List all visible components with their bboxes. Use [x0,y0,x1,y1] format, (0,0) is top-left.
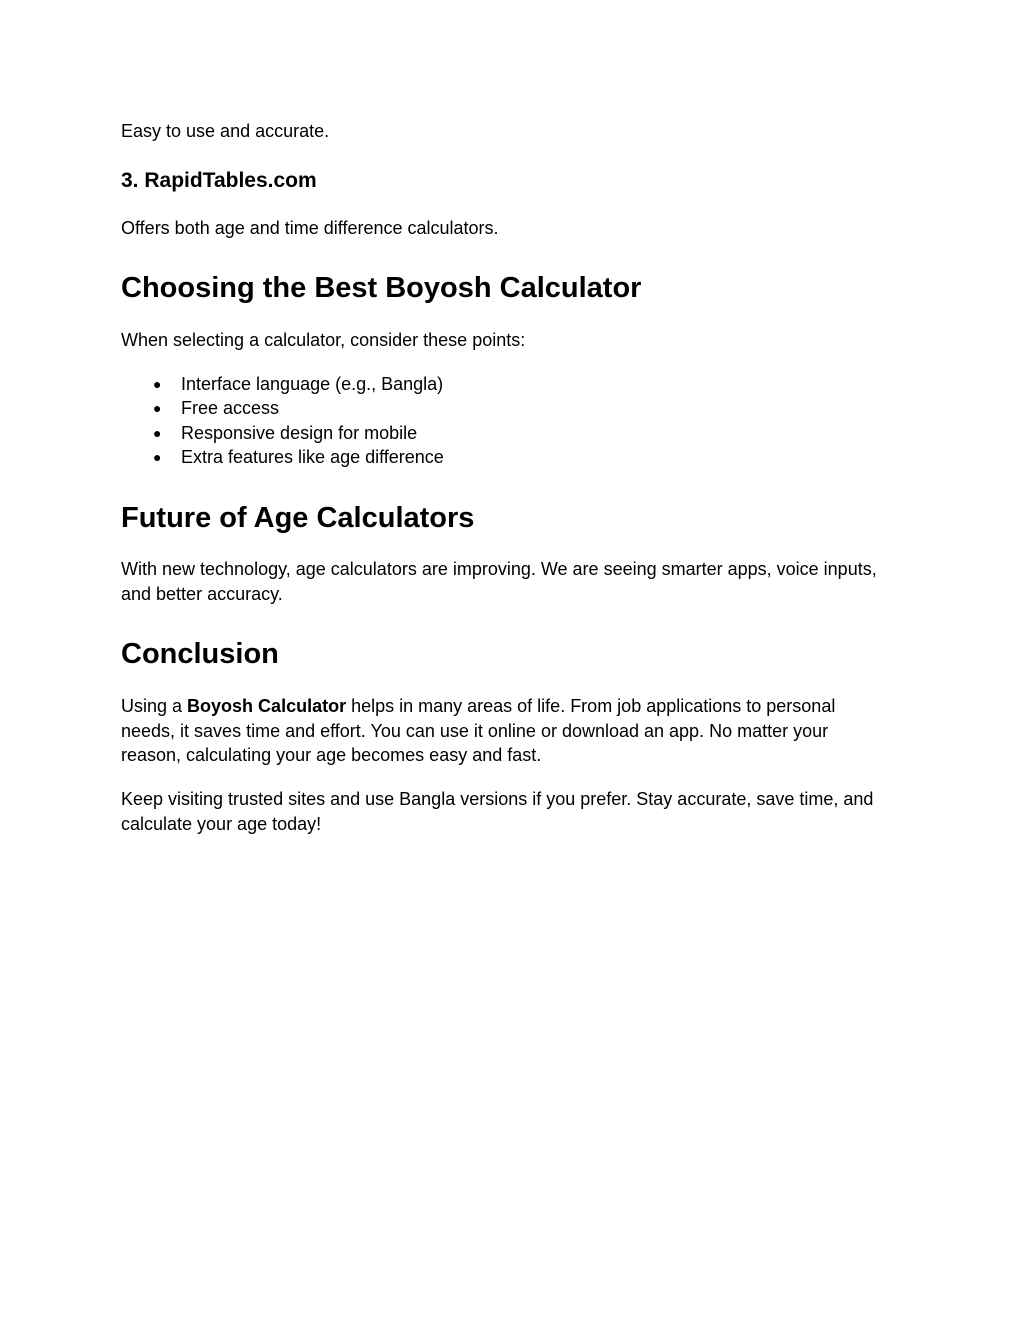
choosing-list [121,372,911,470]
list-item [121,421,911,445]
bullet-icon: ● [153,376,162,392]
list-item [121,372,911,396]
choosing-intro: When selecting a calculator, consider these points: [121,330,526,350]
list-item-text: Responsive design for mobile [181,422,418,443]
conclusion-p1-bold: Boyosh Calculator [187,696,347,716]
list-item-text: Extra features like age difference [181,447,444,468]
choosing-heading: Choosing the Best Boyosh Calculator [121,272,642,304]
bullet-icon: ● [153,400,162,417]
conclusion-p1-prefix: Using a [121,696,188,716]
section-3-heading: 3. RapidTables.com [121,169,317,192]
conclusion-p1-suffix: helps in many areas of life. From job applications to personal needs, it saves time and effort. You can use it online or download an app. No matter your reason, calculating your age becomes easy and fast. [121,696,836,765]
section-3-text: Offers both age and time difference calculators. [121,218,499,238]
future-text: With new technology, age calculators are improving. We are seeing smarter apps, voice inputs, and better accuracy. [121,559,877,604]
bullet-icon: ● [153,449,162,466]
list-item-text: Free access [181,398,280,419]
future-heading: Future of Age Calculators [121,502,475,534]
intro-paragraph: Easy to use and accurate. [121,121,330,141]
conclusion-heading: Conclusion [121,638,279,670]
list-item-text: Interface language (e.g., Bangla) [181,374,444,394]
list-item [121,445,911,469]
list-item [121,396,911,420]
conclusion-paragraph-2: Keep visiting trusted sites and use Bangla versions if you prefer. Stay accurate, save time, and calculate your age today! [121,789,874,834]
bullet-icon: ● [153,424,162,441]
conclusion-paragraph-1 [121,694,866,768]
